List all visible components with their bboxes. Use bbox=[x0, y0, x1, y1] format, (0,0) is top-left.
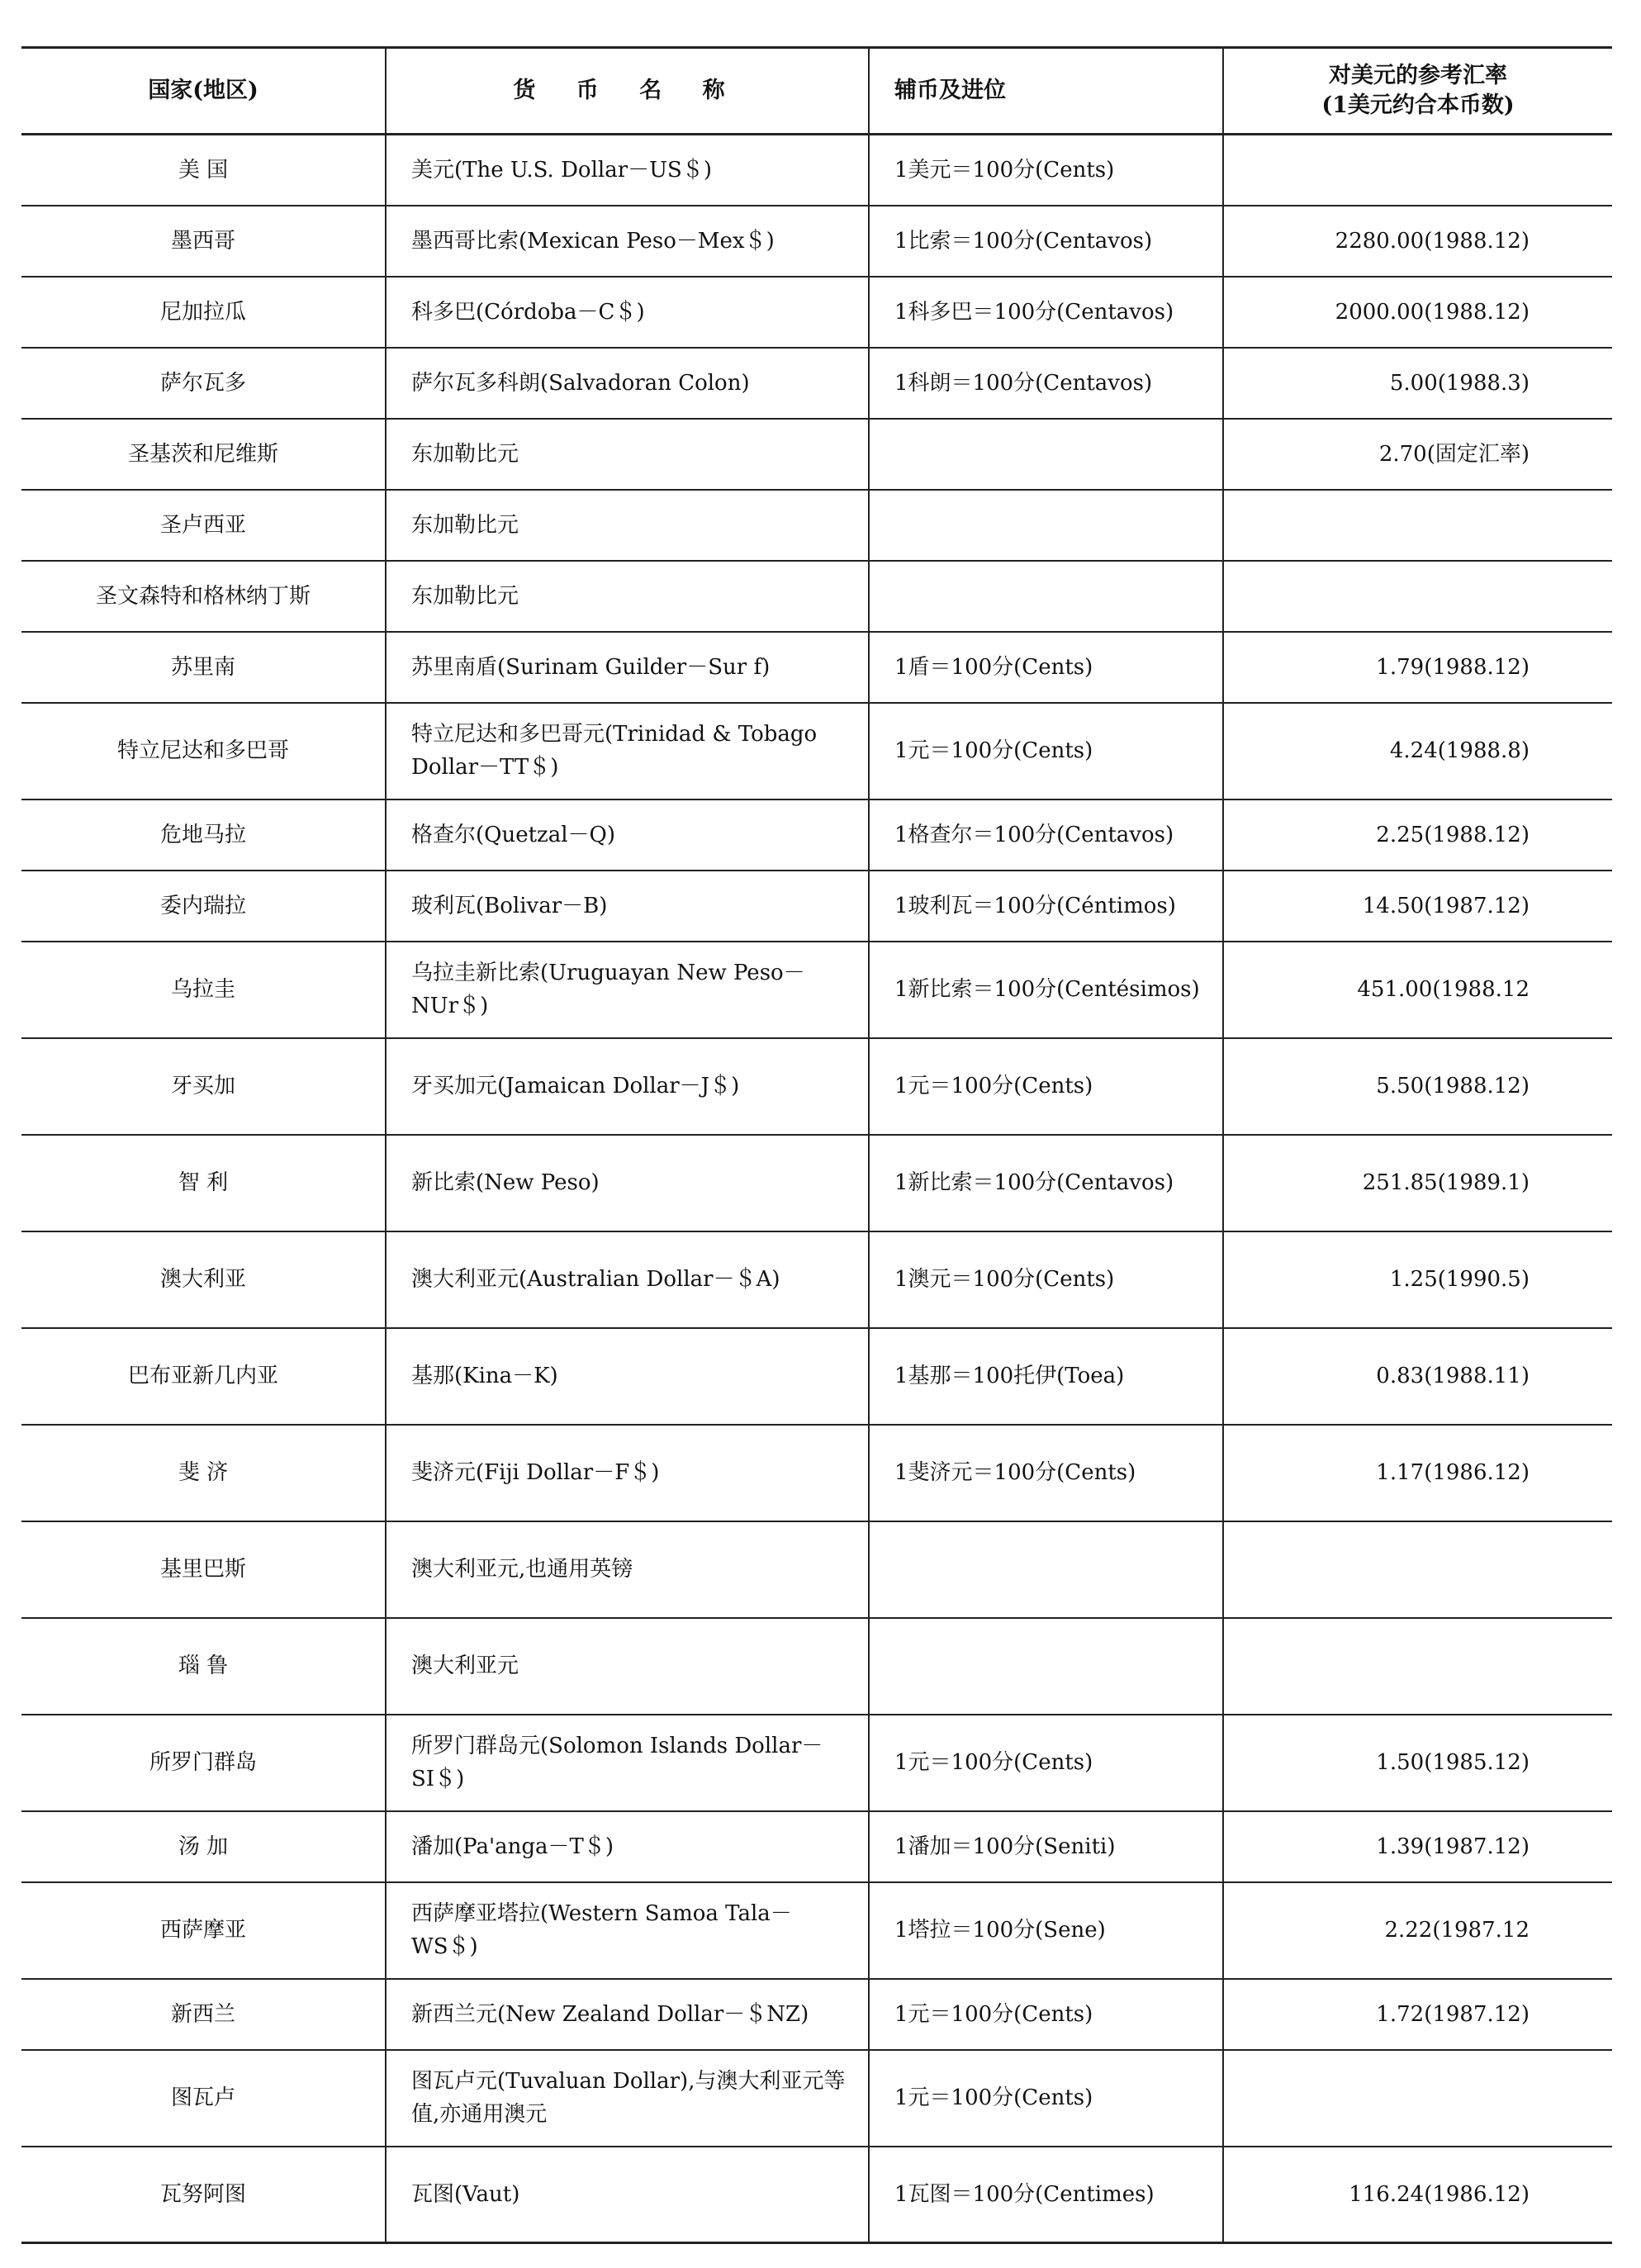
header-rate bbox=[1223, 48, 1612, 135]
currency-table-page bbox=[21, 46, 1612, 2244]
currency-cell: 牙买加元(Jamaican Dollar－J＄) bbox=[386, 1038, 869, 1135]
country-cell: 乌拉圭 bbox=[21, 942, 386, 1038]
subunit-cell: 1元＝100分(Cents) bbox=[869, 1038, 1223, 1135]
country-cell: 瓦努阿图 bbox=[21, 2147, 386, 2243]
subunit-cell: 1科多巴＝100分(Centavos) bbox=[869, 277, 1223, 348]
table-row bbox=[21, 1882, 1612, 1979]
country-cell: 委内瑞拉 bbox=[21, 871, 386, 942]
currency-cell: 科多巴(Córdoba－C＄) bbox=[386, 277, 869, 348]
country-cell: 尼加拉瓜 bbox=[21, 277, 386, 348]
currency-cell: 特立尼达和多巴哥元(Trinidad & Tobago Dollar－TT＄) bbox=[386, 703, 869, 799]
subunit-cell: 1斐济元＝100分(Cents) bbox=[869, 1425, 1223, 1521]
rate-cell: 251.85(1989.1) bbox=[1223, 1135, 1612, 1231]
subunit-cell bbox=[869, 490, 1223, 561]
country-cell: 汤 加 bbox=[21, 1811, 386, 1882]
rate-cell: 2.70(固定汇率) bbox=[1223, 419, 1612, 490]
table-row bbox=[21, 1715, 1612, 1811]
country-cell: 斐 济 bbox=[21, 1425, 386, 1521]
currency-cell: 东加勒比元 bbox=[386, 419, 869, 490]
subunit-cell: 1元＝100分(Cents) bbox=[869, 703, 1223, 799]
subunit-cell: 1玻利瓦＝100分(Céntimos) bbox=[869, 871, 1223, 942]
table-row bbox=[21, 871, 1612, 942]
table-row bbox=[21, 206, 1612, 277]
table-row bbox=[21, 490, 1612, 561]
rate-cell: 116.24(1986.12) bbox=[1223, 2147, 1612, 2243]
subunit-cell: 1格查尔＝100分(Centavos) bbox=[869, 799, 1223, 871]
table-row bbox=[21, 1979, 1612, 2050]
country-cell: 巴布亚新几内亚 bbox=[21, 1328, 386, 1425]
rate-cell: 5.00(1988.3) bbox=[1223, 348, 1612, 419]
currency-cell: 格查尔(Quetzal－Q) bbox=[386, 799, 869, 871]
subunit-cell: 1元＝100分(Cents) bbox=[869, 2050, 1223, 2147]
rate-cell: 2.22(1987.12 bbox=[1223, 1882, 1612, 1979]
subunit-cell: 1新比索＝100分(Centésimos) bbox=[869, 942, 1223, 1038]
rate-cell: 2000.00(1988.12) bbox=[1223, 277, 1612, 348]
rate-cell: 1.39(1987.12) bbox=[1223, 1811, 1612, 1882]
currency-cell: 西萨摩亚塔拉(Western Samoa Tala－WS＄) bbox=[386, 1882, 869, 1979]
subunit-cell bbox=[869, 1521, 1223, 1618]
header-subunit: 辅币及进位 bbox=[869, 48, 1223, 135]
currency-cell: 斐济元(Fiji Dollar－F＄) bbox=[386, 1425, 869, 1521]
table-row bbox=[21, 348, 1612, 419]
country-cell: 美 国 bbox=[21, 135, 386, 206]
rate-cell bbox=[1223, 561, 1612, 632]
table-row bbox=[21, 135, 1612, 206]
rate-cell: 4.24(1988.8) bbox=[1223, 703, 1612, 799]
subunit-cell: 1元＝100分(Cents) bbox=[869, 1715, 1223, 1811]
header-currency: 货 币 名 称 bbox=[386, 48, 869, 135]
subunit-cell: 1元＝100分(Cents) bbox=[869, 1979, 1223, 2050]
subunit-cell: 1瓦图＝100分(Centimes) bbox=[869, 2147, 1223, 2243]
currency-cell: 新西兰元(New Zealand Dollar－＄NZ) bbox=[386, 1979, 869, 2050]
subunit-cell: 1基那＝100托伊(Toea) bbox=[869, 1328, 1223, 1425]
rate-cell: 1.17(1986.12) bbox=[1223, 1425, 1612, 1521]
country-cell: 图瓦卢 bbox=[21, 2050, 386, 2147]
table-row bbox=[21, 1231, 1612, 1328]
header-row bbox=[21, 48, 1612, 135]
rate-cell bbox=[1223, 135, 1612, 206]
country-cell: 西萨摩亚 bbox=[21, 1882, 386, 1979]
currency-table bbox=[21, 46, 1612, 2244]
currency-cell: 基那(Kina－K) bbox=[386, 1328, 869, 1425]
currency-cell: 瓦图(Vaut) bbox=[386, 2147, 869, 2243]
country-cell: 瑙 鲁 bbox=[21, 1618, 386, 1715]
table-row bbox=[21, 561, 1612, 632]
country-cell: 基里巴斯 bbox=[21, 1521, 386, 1618]
header-rate-line1: 对美元的参考汇率 bbox=[1329, 63, 1507, 88]
country-cell: 圣基茨和尼维斯 bbox=[21, 419, 386, 490]
country-cell: 牙买加 bbox=[21, 1038, 386, 1135]
table-row bbox=[21, 1811, 1612, 1882]
rate-cell: 14.50(1987.12) bbox=[1223, 871, 1612, 942]
header-rate-line2: (1美元约合本币数) bbox=[1321, 93, 1515, 118]
rate-cell: 2.25(1988.12) bbox=[1223, 799, 1612, 871]
country-cell: 智 利 bbox=[21, 1135, 386, 1231]
currency-cell: 墨西哥比索(Mexican Peso－Mex＄) bbox=[386, 206, 869, 277]
rate-cell: 451.00(1988.12 bbox=[1223, 942, 1612, 1038]
currency-cell: 东加勒比元 bbox=[386, 490, 869, 561]
country-cell: 澳大利亚 bbox=[21, 1231, 386, 1328]
header-country: 国家(地区) bbox=[21, 48, 386, 135]
subunit-cell: 1潘加＝100分(Seniti) bbox=[869, 1811, 1223, 1882]
table-row bbox=[21, 1425, 1612, 1521]
currency-cell: 苏里南盾(Surinam Guilder－Sur f) bbox=[386, 632, 869, 703]
country-cell: 新西兰 bbox=[21, 1979, 386, 2050]
table-row bbox=[21, 2147, 1612, 2243]
currency-cell: 澳大利亚元(Australian Dollar－＄A) bbox=[386, 1231, 869, 1328]
country-cell: 危地马拉 bbox=[21, 799, 386, 871]
currency-cell: 美元(The U.S. Dollar－US＄) bbox=[386, 135, 869, 206]
rate-cell bbox=[1223, 1618, 1612, 1715]
rate-cell bbox=[1223, 1521, 1612, 1618]
subunit-cell: 1塔拉＝100分(Sene) bbox=[869, 1882, 1223, 1979]
currency-cell: 玻利瓦(Bolivar－B) bbox=[386, 871, 869, 942]
table-row bbox=[21, 1521, 1612, 1618]
currency-cell: 乌拉圭新比索(Uruguayan New Peso－NUr＄) bbox=[386, 942, 869, 1038]
subunit-cell: 1比索＝100分(Centavos) bbox=[869, 206, 1223, 277]
table-row bbox=[21, 703, 1612, 799]
country-cell: 萨尔瓦多 bbox=[21, 348, 386, 419]
rate-cell: 1.79(1988.12) bbox=[1223, 632, 1612, 703]
subunit-cell: 1盾＝100分(Cents) bbox=[869, 632, 1223, 703]
subunit-cell: 1美元＝100分(Cents) bbox=[869, 135, 1223, 206]
table-row bbox=[21, 1135, 1612, 1231]
subunit-cell bbox=[869, 419, 1223, 490]
subunit-cell bbox=[869, 1618, 1223, 1715]
currency-cell: 图瓦卢元(Tuvaluan Dollar),与澳大利亚元等值,亦通用澳元 bbox=[386, 2050, 869, 2147]
table-row bbox=[21, 277, 1612, 348]
subunit-cell: 1科朗＝100分(Centavos) bbox=[869, 348, 1223, 419]
rate-cell: 2280.00(1988.12) bbox=[1223, 206, 1612, 277]
country-cell: 墨西哥 bbox=[21, 206, 386, 277]
country-cell: 圣卢西亚 bbox=[21, 490, 386, 561]
table-row bbox=[21, 2050, 1612, 2147]
rate-cell: 1.72(1987.12) bbox=[1223, 1979, 1612, 2050]
table-row bbox=[21, 632, 1612, 703]
rate-cell: 0.83(1988.11) bbox=[1223, 1328, 1612, 1425]
country-cell: 苏里南 bbox=[21, 632, 386, 703]
country-cell: 特立尼达和多巴哥 bbox=[21, 703, 386, 799]
currency-cell: 新比索(New Peso) bbox=[386, 1135, 869, 1231]
table-row bbox=[21, 1328, 1612, 1425]
table-row bbox=[21, 1038, 1612, 1135]
subunit-cell: 1新比索＝100分(Centavos) bbox=[869, 1135, 1223, 1231]
country-cell: 圣文森特和格林纳丁斯 bbox=[21, 561, 386, 632]
table-row bbox=[21, 1618, 1612, 1715]
rate-cell bbox=[1223, 2050, 1612, 2147]
table-row bbox=[21, 799, 1612, 871]
rate-cell: 1.50(1985.12) bbox=[1223, 1715, 1612, 1811]
currency-cell: 萨尔瓦多科朗(Salvadoran Colon) bbox=[386, 348, 869, 419]
table-row bbox=[21, 942, 1612, 1038]
rate-cell: 1.25(1990.5) bbox=[1223, 1231, 1612, 1328]
currency-cell: 澳大利亚元,也通用英镑 bbox=[386, 1521, 869, 1618]
rate-cell bbox=[1223, 490, 1612, 561]
rate-cell: 5.50(1988.12) bbox=[1223, 1038, 1612, 1135]
currency-cell: 潘加(Pa'anga－T＄) bbox=[386, 1811, 869, 1882]
currency-cell: 东加勒比元 bbox=[386, 561, 869, 632]
currency-cell: 澳大利亚元 bbox=[386, 1618, 869, 1715]
currency-cell: 所罗门群岛元(Solomon Islands Dollar－SI＄) bbox=[386, 1715, 869, 1811]
subunit-cell: 1澳元＝100分(Cents) bbox=[869, 1231, 1223, 1328]
table-row bbox=[21, 419, 1612, 490]
subunit-cell bbox=[869, 561, 1223, 632]
country-cell: 所罗门群岛 bbox=[21, 1715, 386, 1811]
